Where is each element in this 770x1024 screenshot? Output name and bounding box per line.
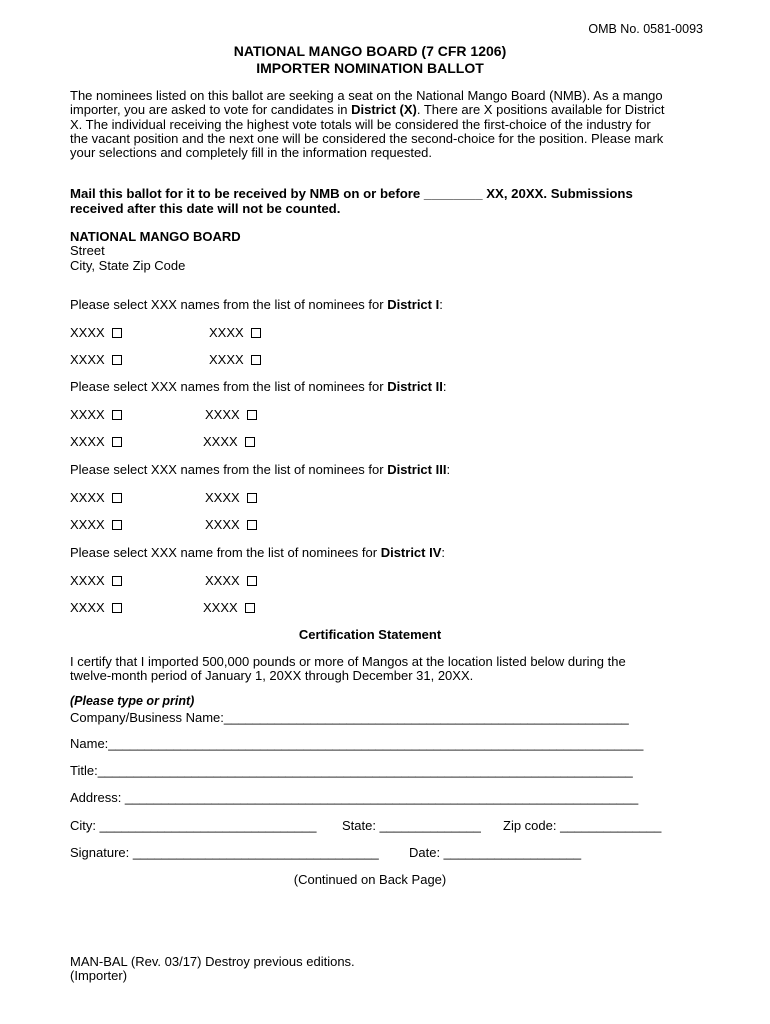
intro-paragraph: The nominees listed on this ballot are seeking a seat on the National Mango Board (NMB). As a mango importer, you are asked to vote for candidates in District (X). There are X positions available for District X. The individual receiving the highest vote totals will be considered the first-choice of the industry for the vacant position and the next one will be considered the second-choice for the position. Please mark your selections and completely fill in the information requested. — [70, 88, 665, 161]
certification-heading: Certification Statement — [298, 627, 442, 642]
checkbox[interactable] — [251, 355, 261, 365]
nominee-d2-2[interactable]: XXXX — [205, 408, 257, 422]
intro-district: District (X) — [351, 102, 417, 118]
checkbox[interactable] — [247, 410, 257, 420]
checkbox[interactable] — [112, 410, 122, 420]
checkbox[interactable] — [247, 493, 257, 503]
zip-field[interactable]: Zip code: ______________ — [503, 818, 662, 833]
checkbox[interactable] — [112, 328, 122, 338]
checkbox[interactable] — [112, 603, 122, 613]
nominee-d2-3[interactable]: XXXX — [70, 435, 122, 449]
district-3-prompt: Please select XXX names from the list of nominees for District III: — [70, 462, 451, 477]
address-field[interactable]: Address: _______________________________________________________________________ — [70, 790, 639, 805]
checkbox[interactable] — [247, 576, 257, 586]
checkbox[interactable] — [112, 437, 122, 447]
mail-deadline: Mail this ballot for it to be received by NMB on or before ________ XX, 20XX. Submissions received after this date will not be counted. — [70, 186, 633, 216]
checkbox[interactable] — [247, 520, 257, 530]
nominee-d4-2[interactable]: XXXX — [205, 574, 257, 588]
form-subtitle: IMPORTER NOMINATION BALLOT — [256, 60, 484, 76]
footer-revision: MAN-BAL (Rev. 03/17) Destroy previous editions. — [70, 954, 355, 969]
nominee-d1-1[interactable]: XXXX — [70, 326, 122, 340]
checkbox[interactable] — [112, 520, 122, 530]
checkbox[interactable] — [245, 603, 255, 613]
nominee-d3-4[interactable]: XXXX — [205, 518, 257, 532]
continued-note: (Continued on Back Page) — [293, 872, 447, 887]
certification-text: I certify that I imported 500,000 pounds or more of Mangos at the location listed below during the twelve-month period of January 1, 20XX through December 31, 20XX. — [70, 654, 626, 684]
nominee-d1-3[interactable]: XXXX — [70, 353, 122, 367]
nominee-d2-4[interactable]: XXXX — [203, 435, 255, 449]
form-footer — [70, 955, 355, 984]
date-field[interactable]: Date: ___________________ — [409, 845, 582, 860]
form-title: NATIONAL MANGO BOARD (7 CFR 1206) — [233, 43, 507, 59]
mailing-address — [70, 230, 241, 273]
nominee-d2-1[interactable]: XXXX — [70, 408, 122, 422]
checkbox[interactable] — [112, 493, 122, 503]
footer-type: (Importer) — [70, 968, 128, 984]
nominee-d1-4[interactable]: XXXX — [209, 353, 261, 367]
title-field[interactable]: Title:__________________________________________________________________________ — [70, 763, 633, 778]
please-print-note: (Please type or print) — [70, 694, 195, 708]
nominee-d3-1[interactable]: XXXX — [70, 491, 122, 505]
address-street: Street — [70, 243, 105, 259]
signature-field[interactable]: Signature: __________________________________ — [70, 845, 379, 860]
nominee-d4-4[interactable]: XXXX — [203, 601, 255, 615]
nominee-d3-2[interactable]: XXXX — [205, 491, 257, 505]
omb-number: OMB No. 0581-0093 — [588, 22, 703, 36]
checkbox[interactable] — [112, 355, 122, 365]
nominee-d3-3[interactable]: XXXX — [70, 518, 122, 532]
nominee-d4-3[interactable]: XXXX — [70, 601, 122, 615]
district-2-prompt: Please select XXX names from the list of nominees for District II: — [70, 379, 447, 394]
address-city: City, State Zip Code — [70, 257, 186, 273]
company-name-field[interactable]: Company/Business Name:________________________________________________________ — [70, 710, 629, 725]
checkbox[interactable] — [251, 328, 261, 338]
state-field[interactable]: State: ______________ — [342, 818, 481, 833]
checkbox[interactable] — [245, 437, 255, 447]
district-1-prompt: Please select XXX names from the list of nominees for District I: — [70, 297, 443, 312]
district-4-prompt: Please select XXX name from the list of nominees for District IV: — [70, 545, 446, 560]
name-field[interactable]: Name:__________________________________________________________________________ — [70, 736, 644, 751]
nominee-d4-1[interactable]: XXXX — [70, 574, 122, 588]
checkbox[interactable] — [112, 576, 122, 586]
address-org: NATIONAL MANGO BOARD — [70, 229, 241, 244]
nominee-d1-2[interactable]: XXXX — [209, 326, 261, 340]
city-field[interactable]: City: ______________________________ — [70, 818, 317, 833]
